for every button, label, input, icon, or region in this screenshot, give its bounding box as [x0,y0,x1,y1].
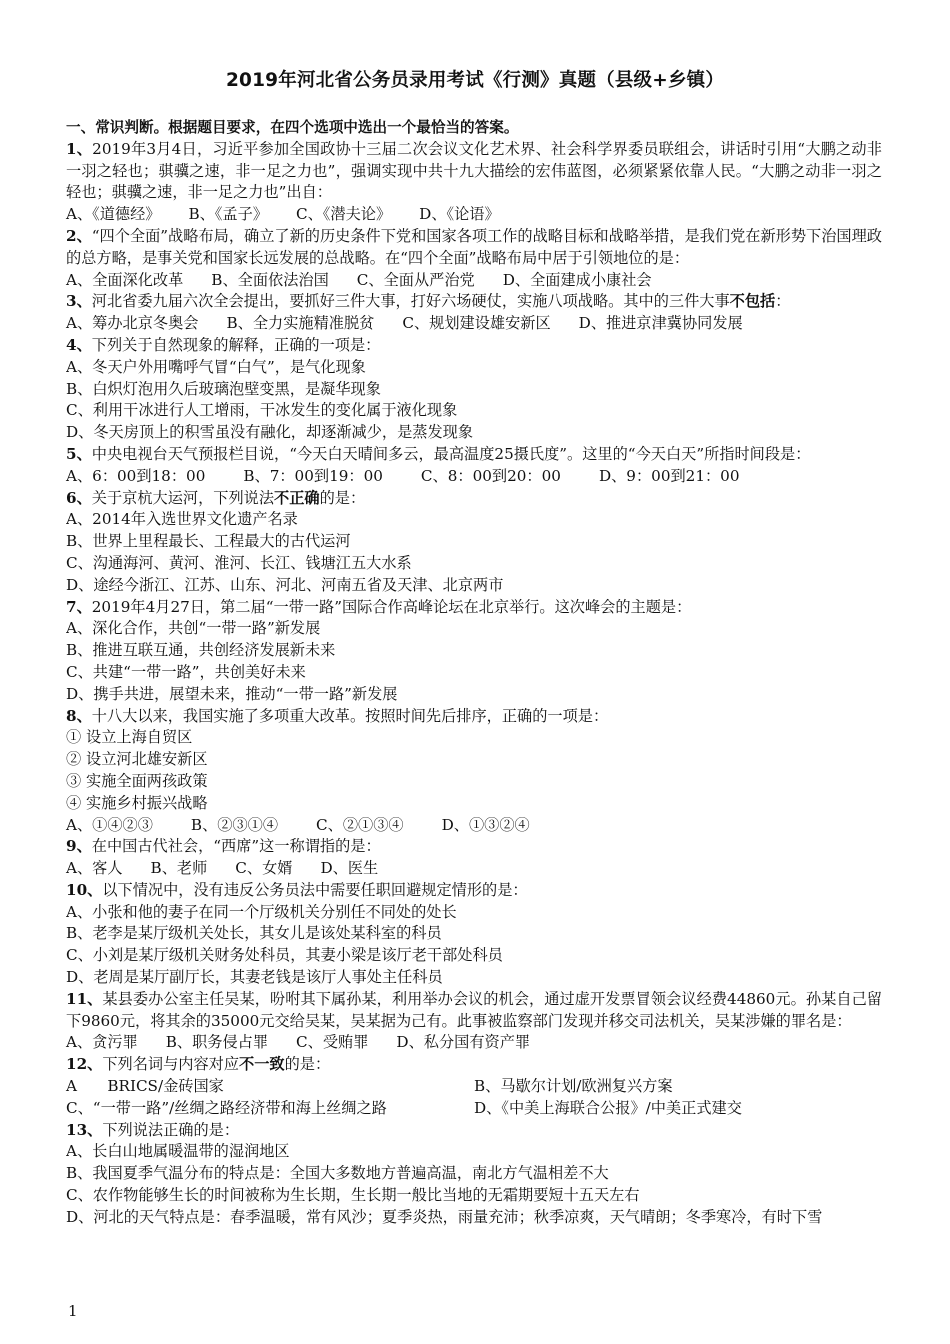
option-b: B、世界上里程最长、工程最大的古代运河 [66,532,351,551]
option-b: B、老师 [150,859,208,878]
option-c: C、沟通海河、黄河、淮河、长江、钱塘江五大水系 [66,553,412,572]
question-6 [66,488,882,510]
question-2-options [66,270,882,292]
option-c: C、规划建设雄安新区 [402,314,551,333]
option-b: B、老李是某厅级机关处长，其女儿是该处某科室的科员 [66,924,442,943]
option-d: D、河北的天气特点是：春季温暖，常有风沙；夏季炎热，雨量充沛；秋季凉爽，天气晴朗；冬季寒冷，有时下雪 [66,1207,823,1226]
question-text-end: 的是： [284,1055,331,1074]
option-c: C、8：00到20：00 [420,466,561,485]
question-text: “四个全面”战略布局，确立了新的历史条件下党和国家各项工作的战略目标和战略举措，是我们党在新形势下治国理政的总方略，是事关党和国家长远发展的总战略。在“四个全面”战略布局中居于引领地位的是： [66,226,882,267]
list-item: ④ 实施乡村振兴战略 [66,793,208,812]
question-number: 1、 [66,139,93,158]
option-d: D、医生 [320,859,379,878]
emphasis-text: 不包括 [729,292,776,311]
option-b: B、全力实施精准脱贫 [226,314,375,333]
option-c: C、受贿罪 [296,1033,369,1052]
question-text: 关于京杭大运河，下列说法 [91,488,275,507]
option-a: A、深化合作，共创“一带一路”新发展 [66,619,321,638]
list-item: ① 设立上海自贸区 [66,728,193,747]
option-d: D、①③②④ [441,815,530,834]
question-5-options [66,466,882,488]
option-c: C、全面从严治党 [356,270,475,289]
option-a: A、长白山地属暖温带的湿润地区 [66,1142,290,1161]
option-b: B、马歇尔计划/欧洲复兴方案 [474,1077,673,1096]
option-d: D、冬天房顶上的积雪虽没有融化，却逐渐减少，是蒸发现象 [66,423,474,442]
option-a: A、贪污罪 [66,1033,138,1052]
option-d: D、《论语》 [419,205,500,224]
emphasis-text: 不一致 [239,1055,285,1074]
option-d: D、9：00到21：00 [598,466,740,485]
question-text: 下列说法正确的是： [102,1120,240,1139]
question-text: 以下情况中，没有违反公务员法中需要任职回避规定情形的是： [102,880,528,899]
question-number: 7、 [66,597,92,616]
option-c: C、女婿 [235,859,293,878]
question-text: 下列名词与内容对应 [102,1055,240,1074]
option-a: A、全面深化改革 [66,270,184,289]
option-a: A、筹办北京冬奥会 [66,314,199,333]
question-12-options-row-1 [66,1076,882,1098]
option-a: A、《道德经》 [66,205,161,224]
question-number: 3、 [66,292,92,311]
question-9 [66,836,882,858]
question-1-options [66,204,882,226]
question-number: 9、 [66,837,92,856]
option-d: D、老周是某厅副厅长，其妻老钱是该厅人事处主任科员 [66,968,443,987]
question-11-options [66,1032,882,1054]
option-b: B、《孟子》 [188,205,268,224]
list-item: ③ 实施全面两孩政策 [66,771,208,790]
question-3-options [66,313,882,335]
question-4 [66,335,882,357]
question-number: 5、 [66,444,92,463]
option-d: D、《中美上海联合公报》/中美正式建交 [474,1098,742,1117]
list-item: ② 设立河北雄安新区 [66,750,208,769]
question-10 [66,880,882,902]
question-number: 8、 [66,706,92,725]
section-heading: 一、常识判断。根据题目要求，在四个选项中选出一个最恰当的答案。 [66,119,519,136]
option-a: A、①④②③ [66,815,153,834]
option-c: C、共建“一带一路”，共创美好未来 [66,662,306,681]
emphasis-text: 不正确 [274,488,320,507]
question-text: 中央电视台天气预报栏目说，“今天白天晴间多云，最高温度25摄氏度”。这里的“今天白天”所指时间段是： [91,444,811,463]
option-c: C、利用干冰进行人工增雨，干冰发生的变化属于液化现象 [66,401,458,420]
option-b: B、白炽灯泡用久后玻璃泡壁变黑，是凝华现象 [66,379,381,398]
option-a: A BRICS/金砖国家 [66,1077,224,1096]
question-12 [66,1054,882,1076]
question-number: 2、 [66,226,92,245]
option-d: D、全面建成小康社会 [502,270,652,289]
page-title: 2019年河北省公务员录用考试《行测》真题（县级+乡镇） [225,70,725,91]
question-1 [66,139,882,204]
option-c: C、《潜夫论》 [296,205,392,224]
question-8-options [66,815,882,837]
option-a: A、小张和他的妻子在同一个厅级机关分别任不同处的处长 [66,902,457,921]
exam-content [66,117,882,1229]
question-text: 十八大以来，我国实施了多项重大改革。按照时间先后排序，正确的一项是： [91,706,609,725]
option-d: D、推进京津冀协同发展 [578,314,743,333]
option-a: A、6：00到18：00 [66,466,206,485]
option-a: A、冬天户外用嘴呼气冒“白气”，是气化现象 [66,357,366,376]
option-b: B、我国夏季气温分布的特点是：全国大多数地方普遍高温，南北方气温相差不大 [66,1164,609,1183]
option-a: A、2014年入选世界文化遗产名录 [66,510,298,529]
question-text-end: 的是： [319,488,366,507]
question-text: 某县委办公室主任吴某，吩咐其下属孙某，利用举办会议的机会，通过虚开发票冒领会议经费44860元。孙某自己留下9860元，将其余的35000元交给吴某，吴某据为己有。此事被监察部门发现并移交司法机关，吴某涉嫌的罪名是： [66,989,882,1030]
option-d: D、途经今浙江、江苏、山东、河北、河南五省及天津、北京两市 [66,575,504,594]
question-number: 10、 [66,880,103,899]
question-8 [66,706,882,728]
question-text: 2019年3月4日，习近平参加全国政协十三届二次会议文化艺术界、社会科学界委员联组会，讲话时引用“大鹏之动非一羽之轻也；骐骥之速，非一足之力也”，强调实现中共十九大描绘的宏伟蓝图，必须紧紧依靠人民。“大鹏之动非一羽之轻也；骐骥之速，非一足之力也”出自： [66,139,882,202]
question-3 [66,291,882,313]
option-d: D、携手共进，展望未来，推动“一带一路”新发展 [66,684,398,703]
option-c: C、小刘是某厅级机关财务处科员，其妻小梁是该厅老干部处科员 [66,946,503,965]
question-number: 11、 [66,989,103,1008]
option-b: B、推进互联互通，共创经济发展新未来 [66,641,336,660]
option-b: B、7：00到19：00 [243,466,383,485]
option-d: D、私分国有资产罪 [396,1033,531,1052]
option-a: A、客人 [66,859,123,878]
option-b: B、全面依法治国 [211,270,329,289]
option-b: B、职务侵占罪 [165,1033,269,1052]
question-2 [66,226,882,270]
question-13 [66,1120,882,1142]
question-number: 12、 [66,1055,103,1074]
question-7 [66,597,882,619]
option-b: B、②③①④ [190,815,279,834]
question-number: 4、 [66,335,92,354]
question-5 [66,444,882,466]
question-text-end: ： [775,292,791,311]
question-11 [66,989,882,1033]
question-number: 6、 [66,488,92,507]
page-number: 1 [68,1302,78,1320]
option-c: C、②①③④ [316,815,404,834]
question-text: 下列关于自然现象的解释，正确的一项是： [91,335,381,354]
question-text: 河北省委九届六次全会提出，要抓好三件大事，打好六场硬仗，实施八项战略。其中的三件大事 [91,292,730,311]
question-number: 13、 [66,1120,103,1139]
option-c: C、“一带一路”/丝绸之路经济带和海上丝绸之路 [66,1098,387,1117]
question-12-options-row-2 [66,1098,882,1120]
question-text: 2019年4月27日，第二届“一带一路”国际合作高峰论坛在北京举行。这次峰会的主题是： [91,597,692,616]
option-c: C、农作物能够生长的时间被称为生长期，生长期一般比当地的无霜期要短十五天左右 [66,1186,640,1205]
question-text: 在中国古代社会，“西席”这一称谓指的是： [91,837,381,856]
question-9-options [66,858,882,880]
